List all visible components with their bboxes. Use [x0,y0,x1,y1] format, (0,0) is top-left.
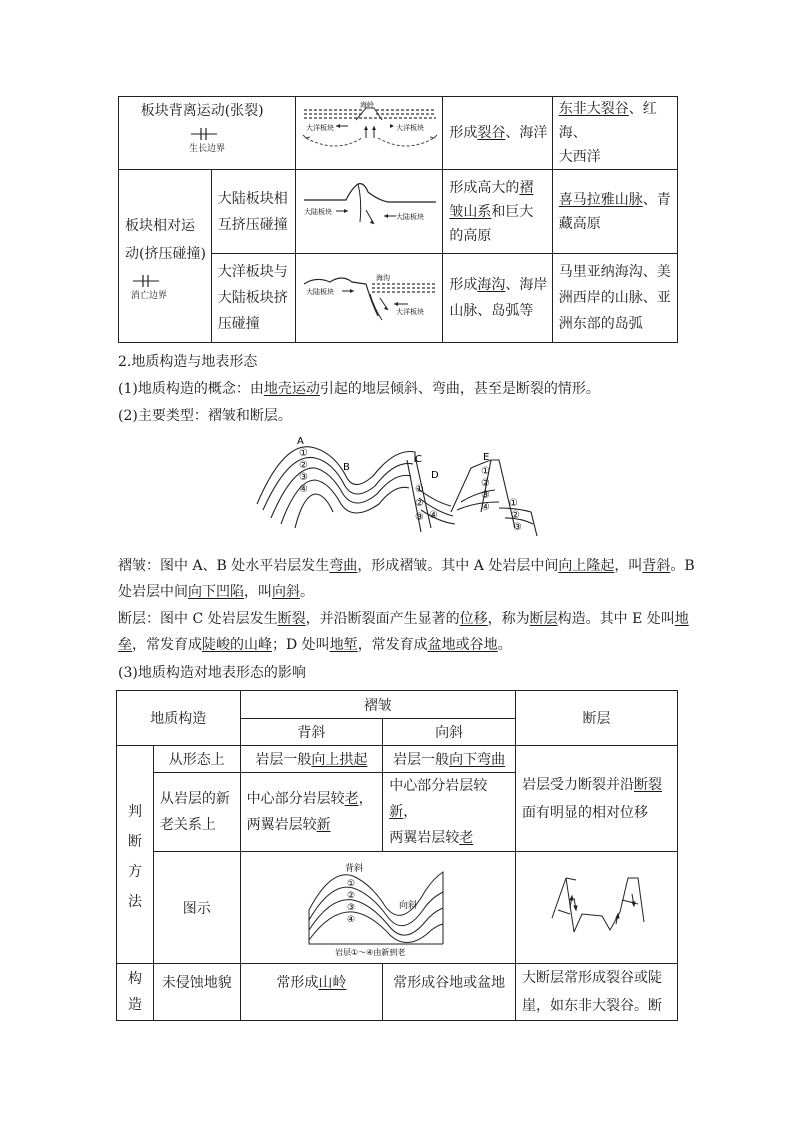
concept-suffix: 引起的地层倾斜、弯曲，甚至是断裂的情形。 [319,381,600,397]
r1-anticline-u: 向上拱起 [311,752,368,768]
r4-anticline [240,964,383,1021]
ocean-continent-result [443,254,552,343]
fault-l1-a: 断层：图中 C 处岩层发生 [118,611,278,627]
fault-l2-b: ；D 处叫 [272,637,330,653]
continent-continent-label-cell [211,170,296,254]
divergent-label: 板块背离运动(张裂) [140,103,264,119]
concept-paragraph [118,379,600,399]
fault-l1-b: ，并沿断裂面产生显著的 [305,611,460,627]
r2-s-old: 老 [459,830,474,846]
convergent-label-2: 动(挤压碰撞) [125,245,206,262]
displacement-term: 位移 [459,611,488,627]
fault-desc-u: 断裂 [633,776,662,793]
cc-right-label: 大陆板块 [396,213,425,221]
divergent-result-text-2: 、海洋 [505,125,548,141]
fault-l2-a: ，常发育成 [132,637,202,653]
oc-right-label: 大洋板块 [396,308,425,316]
rift-term: 裂谷 [477,125,506,141]
horst-term-1: 地 [674,611,689,627]
fault-term: 断层 [529,611,558,627]
fold-diagram-cell [240,852,515,964]
fig-r-n2: ② [511,510,520,521]
divergent-result [443,97,552,170]
fig-c-n1: ① [415,484,424,495]
header-fold: 褶皱 [240,691,515,719]
oc-label-2: 大陆板块挤 [217,290,288,306]
structure-landform-table [116,690,678,1021]
r2-s-1: 中心部分岩层较 [389,778,488,794]
r4-fault [515,964,677,1021]
diagram-n2: ② [346,890,355,901]
fold-l2-b: ，叫 [244,584,272,600]
structure-char-1: 构 [127,971,142,987]
header-syncline: 向斜 [383,719,516,746]
fold-fault-figure [255,432,545,540]
divergent-diagram [296,98,442,164]
fig-label-e: E [483,452,490,463]
fig-label-b: B [343,462,350,473]
oc-examples-2: 洲西岸的山脉、亚 [558,290,671,306]
convergent-cell [119,170,212,343]
basin-valley-term: 盆地或谷地 [427,637,498,653]
trench-label: 海沟 [376,274,391,282]
fault-paragraph-line-2 [118,635,512,655]
r1-syncline-u: 向下弯曲 [449,752,506,768]
r3-label: 图示 [153,852,240,964]
cc-label-2: 互挤压碰撞 [217,216,288,233]
section-heading: 2.地质构造与地表形态 [118,354,258,370]
r2-label-2: 老关系上 [159,817,216,833]
r2-syncline [383,773,516,852]
diagram-anticline-label: 背斜 [344,863,363,874]
fault-desc-b: 面有明显的相对位移 [521,804,648,821]
r4-fault-2: 崖，如东非大裂谷。断 [521,998,662,1014]
cc-result-2: 和巨大 [491,203,534,220]
fault-diagram [516,858,676,958]
r1-syncline-a: 岩层一般 [393,752,450,768]
continent-continent-examples [552,170,677,254]
fold-paragraph-line-2 [118,582,314,602]
ocean-continent-examples [552,254,677,343]
fault-l2-c: ，常发育成 [357,637,428,653]
oc-examples-1: 马里亚纳海沟、美 [558,264,671,280]
himalaya-term: 喜马拉雅山脉 [558,191,643,208]
fig-r-n3: ③ [513,522,522,533]
divergent-examples [552,97,677,170]
fig-n4: ④ [299,484,308,495]
fold-l1-c: ，叫 [614,558,643,574]
ridge-label: 海岭 [360,101,375,109]
fracture-term: 断裂 [277,611,306,627]
fold-downward-term: 向下凹陷 [188,584,244,600]
fault-diagram-cell [515,852,677,964]
fold-diagram [303,858,453,958]
steep-peak-term: 陡峻的山峰 [202,637,272,653]
header-fault: 断层 [515,691,677,746]
diagram-syncline-label: 向斜 [398,900,417,911]
r4-syncline: 常形成谷地或盆地 [383,964,516,1021]
header-anticline: 背斜 [240,719,383,746]
r2-s-comma: ， [403,804,418,820]
cc-examples-2: 藏高原 [558,215,601,232]
fault-l1-d: 构造。其中 E 处叫 [557,611,675,627]
fault-judge-cell [515,746,677,852]
r4-fault-1: 大断层常形成裂谷或陡 [521,970,662,986]
diagram-n1: ① [346,878,355,889]
cc-fold-mountain-term: 皱山系 [449,203,492,220]
fig-label-c: C [415,454,422,465]
crust-movement-term: 地壳运动 [263,381,320,397]
growth-boundary-label: 生长边界 [189,144,226,154]
fault-l2-d: 。 [497,637,512,653]
r2-s-new: 新 [389,804,404,820]
r2-anticline [240,773,383,852]
oc-result-3: 山脉、岛弧等 [449,303,534,319]
r2-a-new: 新 [316,817,331,833]
diagram-n4: ④ [346,914,355,925]
left-oceanic-label: 大洋板块 [306,124,335,132]
anticline-term: 背斜 [642,558,671,574]
divergent-result-text: 形成 [449,125,478,141]
r2-a-1: 中心部分岩层较 [246,791,345,807]
plate-motion-table [118,96,678,343]
judge-label-cell [117,746,154,964]
fig-label-d: D [431,470,439,481]
r2-label-1: 从岩层的新 [159,791,230,807]
divergent-examples-text-2: 大西洋 [558,149,601,165]
fig-c-n3: ③ [415,512,424,523]
oc-result-1: 形成 [449,277,478,293]
cc-result-3: 的高原 [449,227,492,244]
oc-left-label: 大陆板块 [306,288,335,296]
right-oceanic-label: 大洋板块 [396,124,425,132]
types-paragraph: (2)主要类型：褶皱和断层。 [118,408,292,424]
fold-upward-term: 向上隆起 [558,558,615,574]
fig-n3: ③ [299,472,308,483]
fig-r-n1: ① [509,498,518,509]
diagram-n3: ③ [346,902,355,913]
horst-term-2: 垒 [118,637,132,653]
judge-char-1: 判 [127,803,142,820]
syncline-term: 向斜 [272,584,300,600]
fold-l1-d: 。B [670,558,695,574]
header-structure: 地质构造 [117,691,241,746]
fold-l2-a: 处岩层中间 [118,584,188,600]
r1-anticline-a: 岩层一般 [255,752,312,768]
r2-a-comma: ， [358,791,373,807]
structure-label-cell [117,964,154,1021]
r1-label: 从形态上 [153,746,240,773]
fold-bend-term: 弯曲 [329,558,358,574]
r4-a-prefix: 常形成 [276,975,319,991]
east-africa-rift-term: 东非大裂谷 [558,101,629,117]
cc-examples-1: 、青 [642,191,671,208]
fig-n2: ② [299,460,308,471]
continent-continent-diagram-cell [296,170,443,254]
divergent-examples-text: 、红海、 [558,101,657,141]
r4-label: 未侵蚀地貌 [153,964,240,1021]
r1-syncline [383,746,516,773]
divergent-cell [119,97,296,170]
cc-fold-term: 褶 [519,179,534,196]
judge-char-4: 法 [127,893,142,910]
r2-s-2: 两翼岩层较 [389,830,460,846]
subduction-diagram [296,254,442,338]
mountain-ridge-term: 山岭 [318,975,347,991]
concept-prefix: (1)地质构造的概念：由 [118,381,264,397]
r1-anticline [240,746,383,773]
growth-boundary-symbol-icon [189,127,219,141]
continent-collision-diagram [296,170,442,249]
fault-paragraph-line-1 [118,609,689,629]
fig-n1: ① [299,448,308,459]
structure-char-2: 造 [127,997,142,1013]
fig-c-n4: ④ [429,510,438,521]
judge-char-3: 方 [127,863,142,880]
oc-label-3: 压碰撞 [217,316,260,332]
convergent-label-1: 板块相对运 [125,217,195,234]
fold-l1-a: 褶皱：图中 A、B 处水平岩层发生 [118,558,330,574]
fig-c-n2: ② [415,498,424,509]
fig-e-n1: ① [481,466,490,477]
r2-a-old: 老 [344,791,359,807]
ocean-continent-diagram-cell [296,254,443,343]
fault-desc-a: 岩层受力断裂并沿 [521,776,634,793]
fig-e-n4: ④ [481,502,490,513]
influence-heading: (3)地质构造对地表形态的影响 [118,665,306,681]
fold-paragraph-line-1 [118,556,695,576]
trench-term: 海沟 [477,277,506,293]
cc-label-1: 大陆板块相 [217,190,288,207]
fig-e-n3: ③ [481,490,490,501]
cc-result-1: 形成高大的 [449,179,520,196]
judge-char-2: 断 [127,833,142,850]
r2-label-cell [153,773,240,852]
cc-left-label: 大陆板块 [304,208,333,216]
diagram-caption: 岩层①～④由新到老 [334,947,406,957]
subduction-boundary-label: 消亡边界 [131,290,168,301]
graben-term: 地堑 [329,637,358,653]
ocean-continent-label-cell [211,254,296,343]
fig-e-n2: ② [481,478,490,489]
oc-result-2: 、海岸 [505,277,548,293]
fault-l1-c: ，称为 [487,611,530,627]
continent-continent-result [443,170,552,254]
divergent-diagram-cell [296,97,443,170]
oc-label-1: 大洋板块与 [217,264,288,280]
fold-l2-c: 。 [300,584,314,600]
subduction-boundary-symbol-icon [131,274,161,288]
r2-a-2: 两翼岩层较 [246,817,317,833]
fold-l1-b: ，形成褶皱。其中 A 处岩层中间 [357,558,559,574]
fig-label-a: A [297,436,304,447]
oc-examples-3: 洲东部的岛弧 [558,316,643,332]
